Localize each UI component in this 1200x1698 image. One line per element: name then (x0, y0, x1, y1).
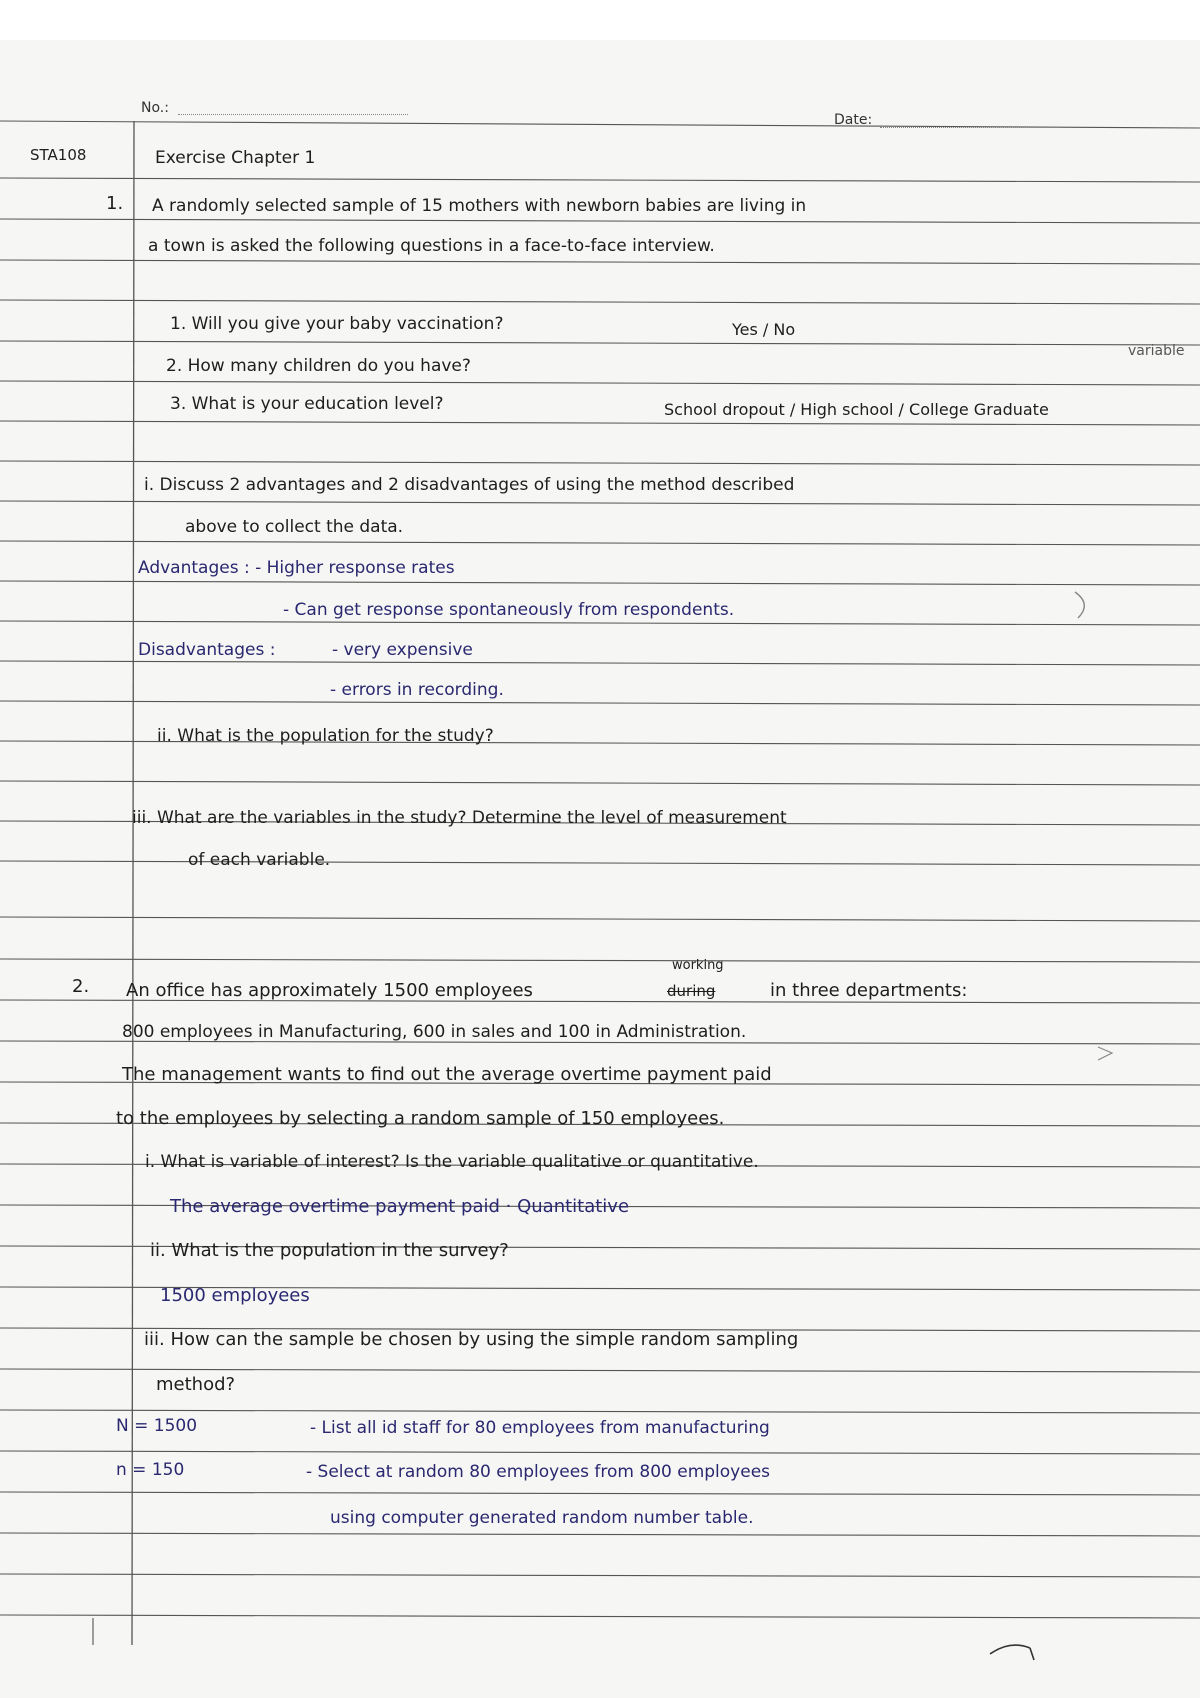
q1-part-i-line1: i. Discuss 2 advantages and 2 disadvantages of using the method described (144, 475, 795, 495)
population-size: N = 1500 (116, 1416, 198, 1436)
date-field (880, 127, 1060, 128)
no-field (178, 114, 408, 115)
page-title: Exercise Chapter 1 (155, 148, 316, 168)
q1-number: 1. (106, 193, 124, 214)
sampling-step-2: - Select at random 80 employees from 800 employees (306, 1462, 771, 1482)
disadvantage-1: - very expensive (332, 640, 473, 660)
struck-word: during (667, 982, 716, 1000)
q1-part-ii: ii. What is the population for the study? (157, 726, 494, 746)
q2-answer-ii: 1500 employees (160, 1285, 310, 1306)
q2-line4: to the employees by selecting a random sample of 150 employees. (116, 1108, 725, 1129)
margin-note: variable (1128, 343, 1185, 359)
date-label: Date: (834, 112, 873, 128)
q1-part-i-line2: above to collect the data. (185, 517, 404, 537)
course-code: STA108 (30, 146, 87, 164)
q2-part-iii-line2: method? (156, 1374, 236, 1395)
q2-part-i: i. What is variable of interest? Is the variable qualitative or quantitative. (145, 1152, 759, 1172)
disadvantage-2: - errors in recording. (330, 680, 504, 700)
q1-part-iii-line1: iii. What are the variables in the study? Determine the level of measurement (132, 808, 787, 828)
q2-number: 2. (72, 976, 90, 997)
inserted-word: working (672, 958, 724, 973)
q1-question-2: 2. How many children do you have? (166, 356, 471, 376)
q1-part-iii-line2: of each variable. (188, 850, 331, 870)
no-label: No.: (141, 100, 169, 116)
q1-question-3: 3. What is your education level? (170, 394, 444, 414)
q2-line3: The management wants to find out the average overtime payment paid (122, 1064, 772, 1085)
q2-line1-b: in three departments: (770, 980, 968, 1001)
q1-answer-3: School dropout / High school / College Graduate (664, 400, 1049, 419)
disadvantages-label: Disadvantages : (138, 640, 276, 660)
q2-answer-i: The average overtime payment paid · Quantitative (170, 1196, 630, 1217)
advantages-answer: Advantages : - Higher response rates (138, 558, 455, 578)
q1-intro-line2: a town is asked the following questions in a face-to-face interview. (148, 236, 715, 256)
q1-answer-1: Yes / No (732, 320, 796, 339)
sampling-step-3: using computer generated random number table. (330, 1508, 754, 1528)
q2-line1-a: An office has approximately 1500 employees (126, 980, 533, 1001)
q2-line2: 800 employees in Manufacturing, 600 in sales and 100 in Administration. (122, 1022, 747, 1042)
q2-part-ii: ii. What is the population in the survey? (150, 1240, 509, 1261)
advantage-2: - Can get response spontaneously from respondents. (283, 600, 735, 620)
q2-part-iii-line1: iii. How can the sample be chosen by using the simple random sampling (144, 1329, 799, 1350)
sampling-step-1: - List all id staff for 80 employees from manufacturing (310, 1418, 770, 1438)
sample-size: n = 150 (116, 1460, 185, 1480)
q1-question-1: 1. Will you give your baby vaccination? (170, 314, 504, 334)
q1-intro-line1: A randomly selected sample of 15 mothers with newborn babies are living in (152, 196, 807, 216)
